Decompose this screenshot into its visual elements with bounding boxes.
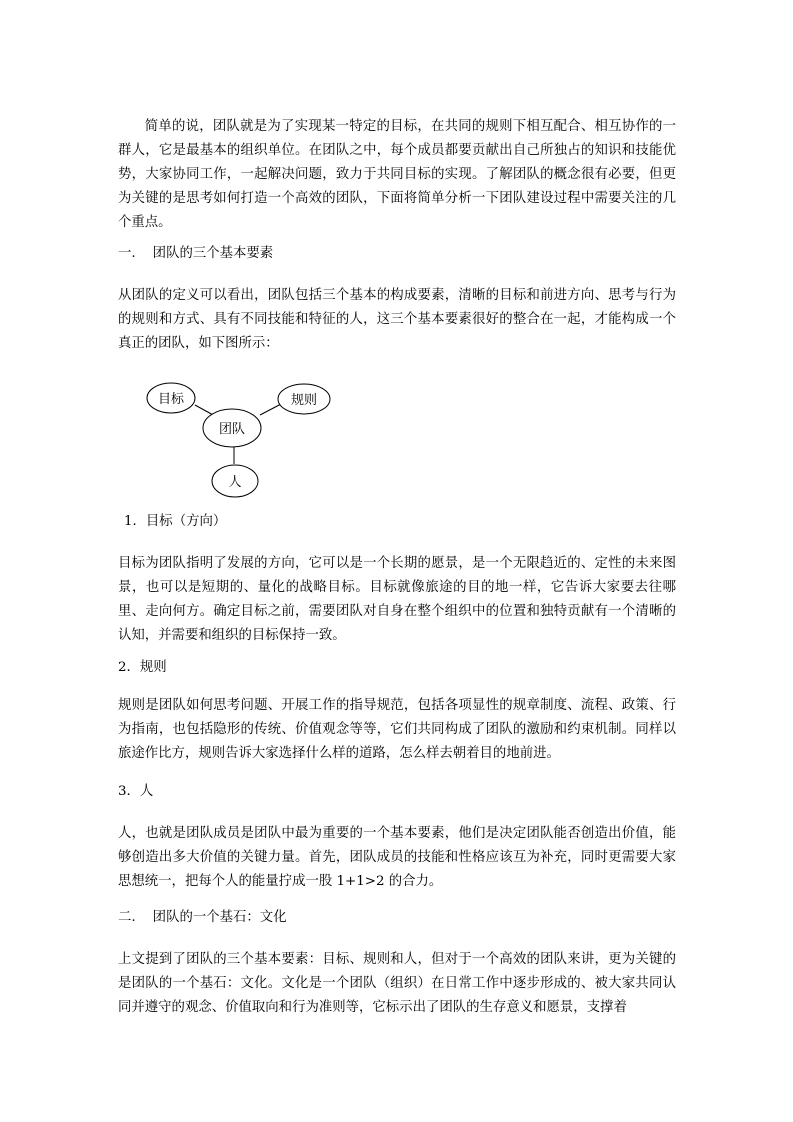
section-2-heading: 二. 团队的一个基石：文化 (118, 910, 287, 925)
item-1-paragraph: 目标为团队指明了发展的方向，它可以是一个长期的愿景，是一个无限趋近的、定性的未来图景，也可以是短期的、量化的战略目标。目标就像旅途的目的地一样，它告诉大家要去往哪里、走向何方。确定目标之前，需要团队对自身在整个组织中的位置和独特贡献有一个清晰的认知，并需要和组织的目标保持一致。 (118, 556, 676, 643)
goal-label: 目标 (157, 392, 185, 407)
section-1-paragraph: 从团队的定义可以看出，团队包括三个基本的构成要素，清晰的目标和前进方向、思考与行为的规则和方式、具有不同技能和特征的人，这三个基本要素很好的整合在一起，才能构成一个真正的团队，如下图所示： (118, 288, 676, 351)
item-2-paragraph: 规则是团队如何思考问题、开展工作的指导规范，包括各项显性的规章制度、流程、政策、行为指南，也包括隐形的传统、价值观念等等，它们共同构成了团队的激励和约束机制。同样以旅途作比方，规则告诉大家选择什么样的道路，怎么样去朝着目的地前进。 (118, 698, 676, 761)
section-2-paragraph: 上文提到了团队的三个基本要素：目标、规则和人，但对于一个高效的团队来讲，更为关键的是团队的一个基石：文化。文化是一个团队（组织）在日常工作中逐步形成的、被大家共同认同并遵守的观念、价值取向和行为准则等，它标示出了团队的生存意义和愿景，支撑着 (118, 952, 676, 1015)
people-label: 人 (228, 475, 242, 490)
section-1-heading: 一. 团队的三个基本要素 (118, 246, 274, 261)
team-label: 团队 (218, 422, 246, 437)
item-2-heading: 2．规则 (118, 660, 167, 675)
diagram-svg (140, 378, 340, 503)
item-1-heading: 1．目标（方向） (124, 514, 227, 529)
item-3-paragraph: 人，也就是团队成员是团队中最为重要的一个基本要素，他们是决定团队能否创造出价值，能够创造出多大价值的关键力量。首先，团队成员的技能和性格应该互为补充，同时更需要大家思想统一，把每个人的能量拧成一股 1+1>2 的合力。 (118, 826, 676, 889)
rules-label: 规则 (290, 393, 318, 408)
intro-paragraph: 简单的说，团队就是为了实现某一特定的目标，在共同的规则下相互配合、相互协作的一群人，它是最基本的组织单位。在团队之中，每个成员都要贡献出自己所独占的知识和技能优势，大家协同工作，一起解决问题，致力于共同目标的实现。了解团队的概念很有必要，但更为关键的是思考如何打造一个高效的团队，下面将简单分析一下团队建设过程中需要关注的几个重点。 (118, 119, 676, 230)
team-elements-diagram (140, 378, 340, 503)
item-3-heading: 3．人 (118, 784, 154, 799)
